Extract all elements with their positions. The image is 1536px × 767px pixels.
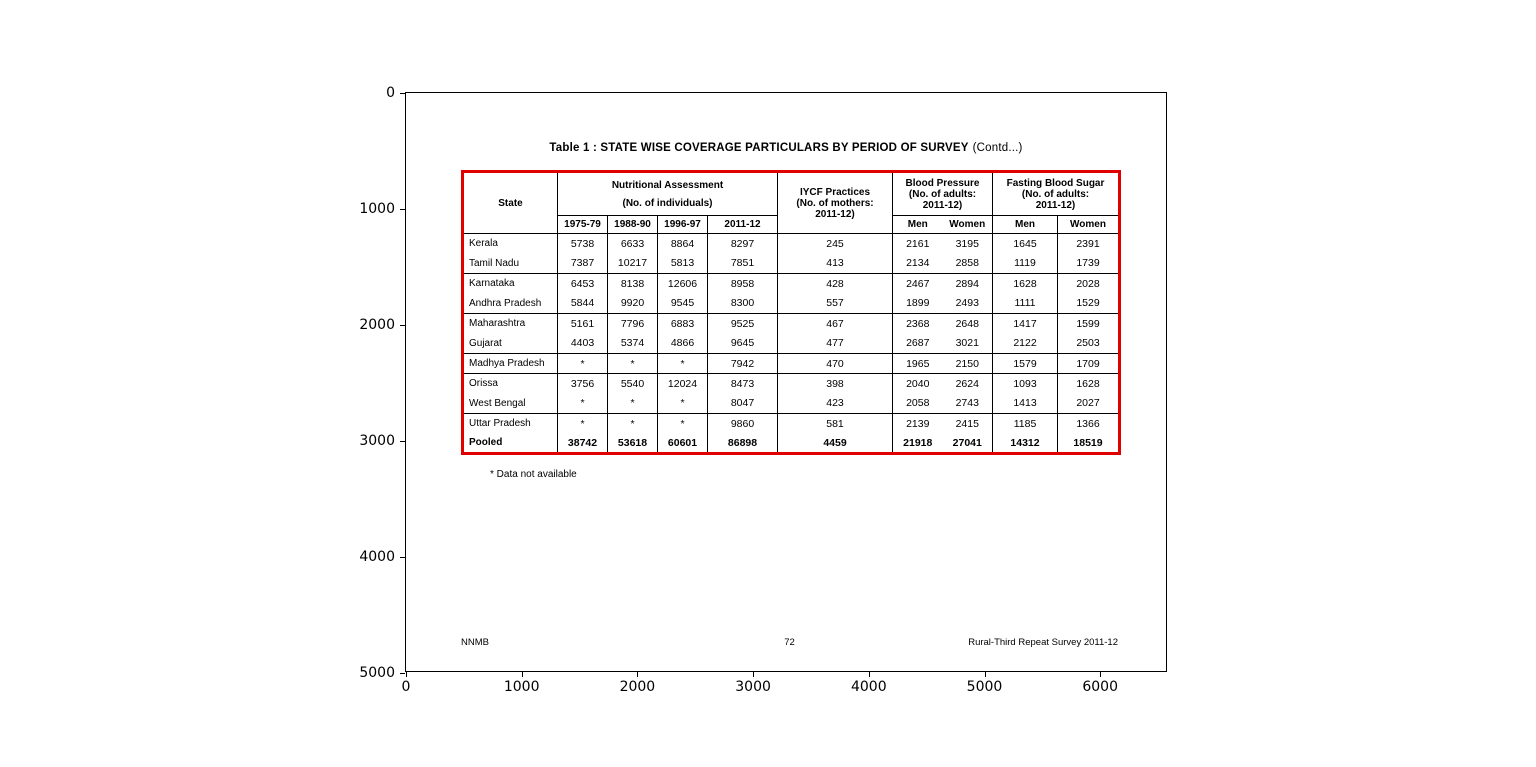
table-row	[463, 434, 1120, 454]
value-cell: 1899	[893, 294, 943, 314]
value-cell: 9860	[708, 414, 778, 434]
header-iycf	[778, 172, 893, 234]
x-tick-label: 3000	[735, 679, 771, 695]
value-cell: 10217	[608, 254, 658, 274]
value-cell: 1413	[993, 394, 1058, 414]
value-cell: 9545	[658, 294, 708, 314]
value-cell: 1093	[993, 374, 1058, 394]
value-cell: 1599	[1058, 314, 1120, 334]
state-cell: Kerala	[463, 234, 558, 254]
table-row	[463, 254, 1120, 274]
value-cell: 27041	[943, 434, 993, 454]
value-cell: 2161	[893, 234, 943, 254]
x-tick-mark	[1100, 672, 1101, 677]
footnote: * Data not available	[490, 469, 577, 480]
value-cell: 1739	[1058, 254, 1120, 274]
value-cell: 9645	[708, 334, 778, 354]
value-cell: 1529	[1058, 294, 1120, 314]
header-year-1988-90: 1988-90	[608, 216, 658, 234]
value-cell: 5540	[608, 374, 658, 394]
state-cell: Karnataka	[463, 274, 558, 294]
value-cell: *	[608, 354, 658, 374]
value-cell: 1185	[993, 414, 1058, 434]
state-cell: Maharashtra	[463, 314, 558, 334]
table-row	[463, 234, 1120, 254]
value-cell: 8138	[608, 274, 658, 294]
value-cell: 9525	[708, 314, 778, 334]
state-cell: Andhra Pradesh	[463, 294, 558, 314]
value-cell: 5844	[558, 294, 608, 314]
state-cell: West Bengal	[463, 394, 558, 414]
value-cell: 2648	[943, 314, 993, 334]
y-tick-mark	[400, 557, 405, 558]
value-cell: 557	[778, 294, 893, 314]
y-tick-label: 3000	[359, 433, 395, 449]
value-cell: *	[658, 354, 708, 374]
value-cell: 2058	[893, 394, 943, 414]
value-cell: 8958	[708, 274, 778, 294]
value-cell: 1645	[993, 234, 1058, 254]
value-cell: 1119	[993, 254, 1058, 274]
value-cell: *	[608, 394, 658, 414]
value-cell: 2503	[1058, 334, 1120, 354]
header-bp-men: Men	[893, 216, 943, 234]
value-cell: *	[658, 394, 708, 414]
value-cell: 470	[778, 354, 893, 374]
header-fbs-women: Women	[1058, 216, 1120, 234]
y-tick-mark	[400, 441, 405, 442]
header-blood-pressure	[893, 172, 993, 216]
value-cell: 2858	[943, 254, 993, 274]
value-cell: 3195	[943, 234, 993, 254]
value-cell: *	[558, 394, 608, 414]
x-tick-label: 5000	[966, 679, 1003, 695]
header-fbs-line1: Fasting Blood Sugar	[1006, 177, 1105, 189]
value-cell: 12024	[658, 374, 708, 394]
value-cell: 3021	[943, 334, 993, 354]
value-cell: 1579	[993, 354, 1058, 374]
value-cell: 2122	[993, 334, 1058, 354]
value-cell: 1709	[1058, 354, 1120, 374]
value-cell: 5738	[558, 234, 608, 254]
value-cell: 2391	[1058, 234, 1120, 254]
value-cell: 8297	[708, 234, 778, 254]
value-cell: 1417	[993, 314, 1058, 334]
y-tick-mark	[400, 325, 405, 326]
state-cell: Gujarat	[463, 334, 558, 354]
header-na-line1: Nutritional Assessment	[611, 179, 724, 191]
header-iycf-line2: (No. of mothers:	[796, 197, 874, 209]
value-cell: *	[608, 414, 658, 434]
value-cell: 53618	[608, 434, 658, 454]
header-na-line2: (No. of individuals)	[622, 197, 713, 209]
table-row	[463, 354, 1120, 374]
value-cell: 428	[778, 274, 893, 294]
value-cell: 2467	[893, 274, 943, 294]
table-row	[463, 414, 1120, 434]
y-tick-mark	[400, 209, 405, 210]
footer-page-number: 72	[784, 637, 795, 648]
value-cell: 60601	[658, 434, 708, 454]
x-tick-label: 0	[401, 679, 411, 695]
x-tick-mark	[637, 672, 638, 677]
value-cell: 2624	[943, 374, 993, 394]
header-fbs-men: Men	[993, 216, 1058, 234]
footer-left: NNMB	[461, 637, 489, 648]
value-cell: 4403	[558, 334, 608, 354]
plot-frame	[359, 85, 1167, 695]
value-cell: 2028	[1058, 274, 1120, 294]
x-tick-mark	[985, 672, 986, 677]
value-cell: 8300	[708, 294, 778, 314]
header-bp-line2: (No. of adults:	[908, 188, 977, 200]
table-row	[463, 394, 1120, 414]
table-row	[463, 374, 1120, 394]
value-cell: 2368	[893, 314, 943, 334]
value-cell: 245	[778, 234, 893, 254]
page-footer	[461, 637, 1118, 648]
header-bp-line1: Blood Pressure	[905, 177, 980, 189]
header-state: State	[463, 172, 558, 234]
value-cell: 14312	[993, 434, 1058, 454]
value-cell: 7796	[608, 314, 658, 334]
header-year-1975-79: 1975-79	[558, 216, 608, 234]
table-row	[463, 274, 1120, 294]
value-cell: 2134	[893, 254, 943, 274]
value-cell: 4459	[778, 434, 893, 454]
value-cell: 423	[778, 394, 893, 414]
x-tick-label: 2000	[619, 679, 656, 695]
coverage-table	[461, 170, 1121, 455]
value-cell: 2139	[893, 414, 943, 434]
value-cell: 2415	[943, 414, 993, 434]
y-tick-mark	[400, 93, 405, 94]
header-iycf-line3: 2011-12)	[815, 208, 855, 220]
table-title-suffix: (Contd...)	[972, 142, 1023, 154]
value-cell: 1366	[1058, 414, 1120, 434]
table-title-main: Table 1 : STATE WISE COVERAGE PARTICULARS BY PERIOD OF SURVEY	[549, 142, 969, 154]
value-cell: 2027	[1058, 394, 1120, 414]
x-tick-mark	[522, 672, 523, 677]
value-cell: 7942	[708, 354, 778, 374]
value-cell: 7387	[558, 254, 608, 274]
value-cell: 6453	[558, 274, 608, 294]
value-cell: 21918	[893, 434, 943, 454]
value-cell: 8864	[658, 234, 708, 254]
footer-right: Rural-Third Repeat Survey 2011-12	[968, 637, 1118, 648]
value-cell: 8047	[708, 394, 778, 414]
value-cell: *	[558, 414, 608, 434]
value-cell: 1628	[1058, 374, 1120, 394]
value-cell: 3756	[558, 374, 608, 394]
value-cell: 467	[778, 314, 893, 334]
x-tick-mark	[406, 672, 407, 677]
y-tick-label: 1000	[359, 201, 395, 217]
state-cell: Pooled	[463, 434, 558, 454]
header-bp-line3: 2011-12)	[922, 199, 963, 211]
header-year-1996-97: 1996-97	[658, 216, 708, 234]
value-cell: 5813	[658, 254, 708, 274]
value-cell: 581	[778, 414, 893, 434]
y-tick-label: 2000	[359, 317, 395, 333]
header-nutritional-assessment	[558, 172, 778, 216]
value-cell: 2743	[943, 394, 993, 414]
value-cell: 1111	[993, 294, 1058, 314]
value-cell: 2687	[893, 334, 943, 354]
header-fbs-line2: (No. of adults:	[1021, 188, 1090, 200]
value-cell: 6633	[608, 234, 658, 254]
value-cell: 398	[778, 374, 893, 394]
value-cell: 2040	[893, 374, 943, 394]
state-cell: Tamil Nadu	[463, 254, 558, 274]
value-cell: 5374	[608, 334, 658, 354]
table-row	[463, 334, 1120, 354]
value-cell: 8473	[708, 374, 778, 394]
y-tick-mark	[400, 673, 405, 674]
value-cell: 2150	[943, 354, 993, 374]
x-tick-mark	[869, 672, 870, 677]
table-row	[463, 314, 1120, 334]
header-bp-women: Women	[943, 216, 993, 234]
x-tick-mark	[753, 672, 754, 677]
value-cell: 2894	[943, 274, 993, 294]
value-cell: 9920	[608, 294, 658, 314]
value-cell: 86898	[708, 434, 778, 454]
value-cell: 5161	[558, 314, 608, 334]
value-cell: 7851	[708, 254, 778, 274]
table-title	[406, 142, 1166, 154]
header-year-2011-12: 2011-12	[708, 216, 778, 234]
y-tick-label: 0	[386, 85, 395, 101]
value-cell: 1965	[893, 354, 943, 374]
x-tick-label: 1000	[503, 679, 540, 695]
value-cell: 477	[778, 334, 893, 354]
y-tick-label: 4000	[359, 549, 395, 565]
value-cell: 12606	[658, 274, 708, 294]
value-cell: 1628	[993, 274, 1058, 294]
value-cell: 38742	[558, 434, 608, 454]
value-cell: *	[558, 354, 608, 374]
state-cell: Uttar Pradesh	[463, 414, 558, 434]
header-fasting-blood-sugar	[993, 172, 1120, 216]
header-fbs-line3: 2011-12)	[1035, 199, 1076, 211]
header-iycf-line1: IYCF Practices	[799, 186, 871, 198]
x-tick-label: 4000	[850, 679, 887, 695]
x-tick-label: 6000	[1082, 679, 1119, 695]
table-row	[463, 294, 1120, 314]
y-tick-label: 5000	[359, 665, 395, 681]
value-cell: 6883	[658, 314, 708, 334]
value-cell: 2493	[943, 294, 993, 314]
value-cell: 18519	[1058, 434, 1120, 454]
value-cell: *	[658, 414, 708, 434]
table-body	[463, 234, 1120, 454]
state-cell: Orissa	[463, 374, 558, 394]
state-cell: Madhya Pradesh	[463, 354, 558, 374]
value-cell: 4866	[658, 334, 708, 354]
value-cell: 413	[778, 254, 893, 274]
